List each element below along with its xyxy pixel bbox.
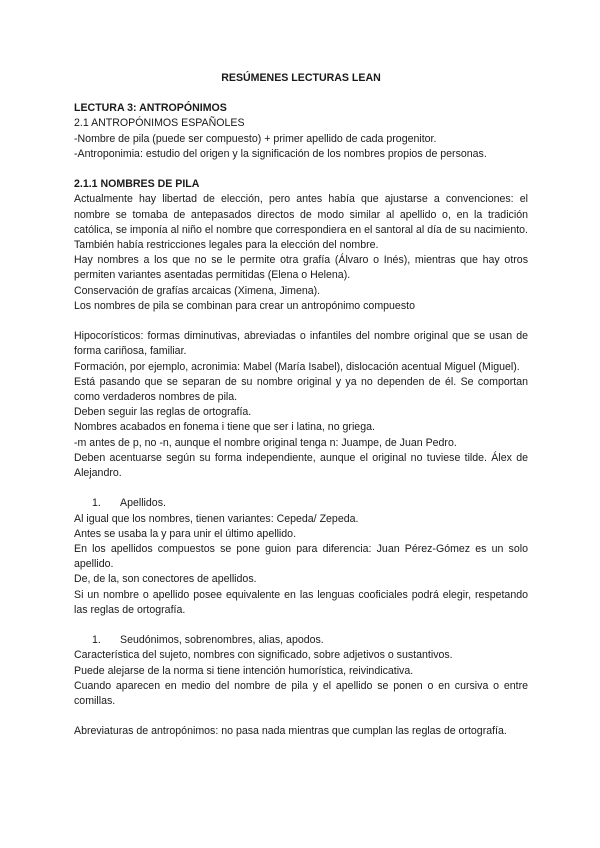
- paragraph: Formación, por ejemplo, acronimia: Mabel (María Isabel), dislocación acentual Miguel (Miguel).: [74, 360, 520, 373]
- paragraph: Está pasando que se separan de su nombre original y ya no dependen de él. Se comportan como verdaderos nombres de pila.: [74, 375, 528, 404]
- document-title: RESÚMENES LECTURAS LEAN: [221, 72, 381, 84]
- lecture-heading: LECTURA 3: ANTROPÓNIMOS: [74, 102, 227, 115]
- paragraph: Los nombres de pila se combinan para crear un antropónimo compuesto: [74, 299, 415, 312]
- paragraph: Deben acentuarse según su forma independiente, aunque el original no tuviese tilde. Álex de Alejandro.: [74, 451, 528, 480]
- paragraph: En los apellidos compuestos se pone guion para diferencia: Juan Pérez-Gómez es un solo apellido.: [74, 543, 528, 571]
- list-number: 1.: [92, 634, 101, 647]
- paragraph: De, de la, son conectores de apellidos.: [74, 573, 257, 586]
- paragraph: Hipocorísticos: formas diminutivas, abreviadas o infantiles del nombre original que se usan de forma cariñosa, familiar.: [74, 330, 528, 358]
- numbered-heading-seudonimos: [92, 633, 528, 648]
- paragraph: Abreviaturas de antropónimos: no pasa nada mientras que cumplan las reglas de ortografía.: [74, 725, 507, 738]
- paragraph: -m antes de p, no -n, aunque el nombre original tenga n: Juampe, de Juan Pedro.: [74, 436, 457, 449]
- list-heading: Seudónimos, sobrenombres, alias, apodos.: [120, 634, 324, 647]
- list-heading: Apellidos.: [120, 497, 166, 510]
- paragraph: Si un nombre o apellido posee equivalente en las lenguas cooficiales podrá elegir, respetando las reglas de ortografía.: [74, 588, 528, 616]
- paragraph: Nombres acabados en fonema i tiene que ser i latina, no griega.: [74, 421, 375, 434]
- intro-line: -Nombre de pila (puede ser compuesto) + primer apellido de cada progenitor.: [74, 132, 437, 145]
- numbered-heading-apellidos: [92, 496, 528, 511]
- paragraph: Puede alejarse de la norma si tiene intención humorística, reivindicativa.: [74, 664, 414, 677]
- list-number: 1.: [92, 497, 101, 510]
- paragraph: Al igual que los nombres, tienen variantes: Cepeda/ Zepeda.: [74, 512, 359, 525]
- paragraph: Característica del sujeto, nombres con significado, sobre adjetivos o sustantivos.: [74, 649, 453, 662]
- section-heading: 2.1 ANTROPÓNIMOS ESPAÑOLES: [74, 117, 245, 130]
- subsection-heading: 2.1.1 NOMBRES DE PILA: [74, 178, 200, 191]
- paragraph: Cuando aparecen en medio del nombre de pila y el apellido se ponen o en cursiva o entre comillas.: [74, 679, 528, 708]
- paragraph: Deben seguir las reglas de ortografía.: [74, 406, 252, 419]
- paragraph: Conservación de grafías arcaicas (Ximena, Jimena).: [74, 284, 321, 297]
- paragraph: Hay nombres a los que no se le permite otra grafía (Álvaro o Inés), mientras que hay otros permiten variantes asentadas permitidas (Elena o Helena).: [74, 254, 528, 282]
- intro-line: -Antroponimia: estudio del origen y la significación de los nombres propios de personas.: [74, 147, 487, 160]
- paragraph: Actualmente hay libertad de elección, pero antes había que ajustarse a convenciones: el nombre se tomaba de antepasados directos de modo similar al apellido o, en la tradición católica, se imponía al niño el nombre que correspondiera en el santoral al día de su nacimiento. También había restricciones legales para la elección del nombre.: [74, 193, 528, 252]
- paragraph: Antes se usaba la y para unir el último apellido.: [74, 527, 297, 540]
